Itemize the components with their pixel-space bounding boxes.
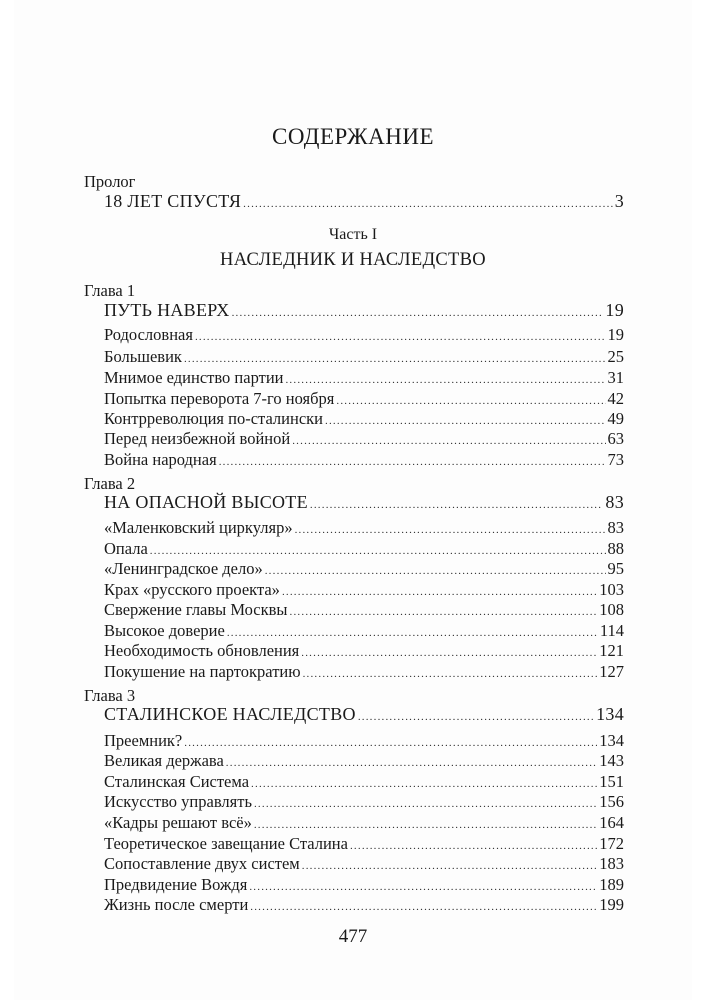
chapter-label: Глава 3 xyxy=(84,686,136,705)
leader-dots xyxy=(285,374,605,386)
leader-dots xyxy=(150,545,606,557)
entry-page: 134 xyxy=(599,731,624,750)
leader-dots xyxy=(310,499,603,511)
entry-title: Теоретическое завещание Сталина xyxy=(104,834,348,853)
entry-page: 114 xyxy=(599,621,624,640)
entry-title: Попытка переворота 7-го ноября xyxy=(104,389,335,408)
entry-title: ПУТЬ НАВЕРХ xyxy=(104,300,230,320)
leader-dots xyxy=(336,395,605,407)
leader-dots xyxy=(251,778,597,790)
toc-entry[interactable] xyxy=(104,895,624,915)
leader-dots xyxy=(243,198,613,210)
entry-title: Мнимое единство партии xyxy=(104,368,284,387)
leader-dots xyxy=(227,627,598,639)
entry-title: Преемник? xyxy=(104,731,183,750)
leader-dots xyxy=(232,307,604,319)
entry-title: Жизнь после смерти xyxy=(104,895,249,914)
entry-page: 83 xyxy=(605,492,624,512)
toc-entry[interactable] xyxy=(104,409,624,429)
leader-dots xyxy=(358,711,594,723)
entry-title: «Маленковский циркуляр» xyxy=(104,518,293,537)
toc-entry[interactable] xyxy=(104,368,624,388)
entry-page: 63 xyxy=(607,429,624,448)
entry-page: 151 xyxy=(599,772,624,791)
entry-title: Свержение главы Москвы xyxy=(104,600,288,619)
leader-dots xyxy=(265,565,606,577)
chapter-label: Глава 1 xyxy=(84,281,136,300)
leader-dots xyxy=(295,524,606,536)
entry-page: 127 xyxy=(599,662,624,681)
entry-page: 3 xyxy=(614,191,624,211)
toc-entry[interactable] xyxy=(104,600,624,620)
leader-dots xyxy=(325,415,606,427)
toc-entry[interactable] xyxy=(104,813,624,833)
entry-title: Большевик xyxy=(104,347,182,366)
toc-entry[interactable] xyxy=(104,325,624,345)
leader-dots xyxy=(250,901,597,913)
prologue-label: Пролог xyxy=(84,172,136,191)
page-title: СОДЕРЖАНИЕ xyxy=(271,124,434,149)
entry-page: 42 xyxy=(607,389,624,408)
part-number: Часть I xyxy=(328,226,378,243)
entry-page: 88 xyxy=(607,539,624,558)
leader-dots xyxy=(301,647,597,659)
entry-page: 143 xyxy=(599,751,624,770)
entry-title: Предвидение Вождя xyxy=(104,875,248,894)
toc-entry[interactable] xyxy=(104,731,624,751)
toc-entry[interactable] xyxy=(104,854,624,874)
toc-entry[interactable] xyxy=(104,429,624,449)
entry-page: 83 xyxy=(607,518,624,537)
entry-title: НА ОПАСНОЙ ВЫСОТЕ xyxy=(104,492,308,512)
leader-dots xyxy=(249,881,597,893)
leader-dots xyxy=(302,860,598,872)
toc-entry[interactable] xyxy=(104,559,624,579)
entry-title: Великая держава xyxy=(104,751,224,770)
entry-title: Высокое доверие xyxy=(104,621,225,640)
entry-title: Сопоставление двух систем xyxy=(104,854,300,873)
toc-entry[interactable] xyxy=(104,450,624,470)
toc-entry-prologue[interactable] xyxy=(104,191,624,212)
entry-title: Необходимость обновления xyxy=(104,641,300,660)
entry-title: Родословная xyxy=(104,325,193,344)
entry-title: Перед неизбежной войной xyxy=(104,429,291,448)
entry-page: 108 xyxy=(599,600,624,619)
entry-page: 73 xyxy=(607,450,624,469)
leader-dots xyxy=(254,798,597,810)
entry-title: 18 ЛЕТ СПУСТЯ xyxy=(104,191,242,211)
leader-dots xyxy=(290,606,598,618)
toc-entry[interactable] xyxy=(104,539,624,559)
entry-title: Покушение на партократию xyxy=(104,662,301,681)
entry-page: 19 xyxy=(607,325,624,344)
toc-entry[interactable] xyxy=(104,875,624,895)
entry-page: 156 xyxy=(599,792,624,811)
entry-title: СТАЛИНСКОЕ НАСЛЕДСТВО xyxy=(104,704,356,724)
toc-entry[interactable] xyxy=(104,347,624,367)
entry-title: Искусство управлять xyxy=(104,792,252,811)
leader-dots xyxy=(254,819,597,831)
leader-dots xyxy=(226,757,597,769)
toc-entry[interactable] xyxy=(104,751,624,771)
entry-title: «Ленинградское дело» xyxy=(104,559,263,578)
chapter-label: Глава 2 xyxy=(84,474,136,493)
entry-title: Контрреволюция по-сталински xyxy=(104,409,323,428)
entry-page: 19 xyxy=(605,300,624,320)
entry-page: 189 xyxy=(599,875,624,894)
entry-page: 25 xyxy=(607,347,624,366)
toc-entry[interactable] xyxy=(104,389,624,409)
entry-title: Сталинская Система xyxy=(104,772,250,791)
leader-dots xyxy=(195,331,606,343)
toc-entry-chapter-title[interactable] xyxy=(104,492,624,513)
leader-dots xyxy=(282,586,597,598)
toc-entry[interactable] xyxy=(104,792,624,812)
entry-page: 183 xyxy=(599,854,624,873)
toc-entry[interactable] xyxy=(104,834,624,854)
entry-page: 134 xyxy=(596,704,624,724)
entry-page: 164 xyxy=(599,813,624,832)
leader-dots xyxy=(303,668,598,680)
toc-entry[interactable] xyxy=(104,621,624,641)
toc-entry[interactable] xyxy=(104,580,624,600)
toc-entry[interactable] xyxy=(104,772,624,792)
toc-entry[interactable] xyxy=(104,641,624,661)
entry-page: 121 xyxy=(599,641,624,660)
entry-page: 95 xyxy=(607,559,624,578)
toc-entry-chapter-title[interactable] xyxy=(104,300,624,321)
toc-entry[interactable] xyxy=(104,518,624,538)
entry-title: Крах «русского проекта» xyxy=(104,580,280,599)
toc-entry[interactable] xyxy=(104,662,624,682)
entry-title: Опала xyxy=(104,539,148,558)
entry-page: 49 xyxy=(607,409,624,428)
entry-page: 31 xyxy=(607,368,624,387)
toc-entry-chapter-title[interactable] xyxy=(104,704,624,725)
part-title: НАСЛЕДНИК И НАСЛЕДСТВО xyxy=(220,250,486,270)
entry-page: 103 xyxy=(599,580,624,599)
leader-dots xyxy=(184,737,597,749)
leader-dots xyxy=(292,435,605,447)
page-number: 477 xyxy=(338,926,368,947)
entry-title: Война народная xyxy=(104,450,217,469)
entry-page: 172 xyxy=(599,834,624,853)
entry-page: 199 xyxy=(599,895,624,914)
leader-dots xyxy=(184,353,606,365)
entry-title: «Кадры решают всё» xyxy=(104,813,252,832)
leader-dots xyxy=(219,456,606,468)
leader-dots xyxy=(350,840,597,852)
